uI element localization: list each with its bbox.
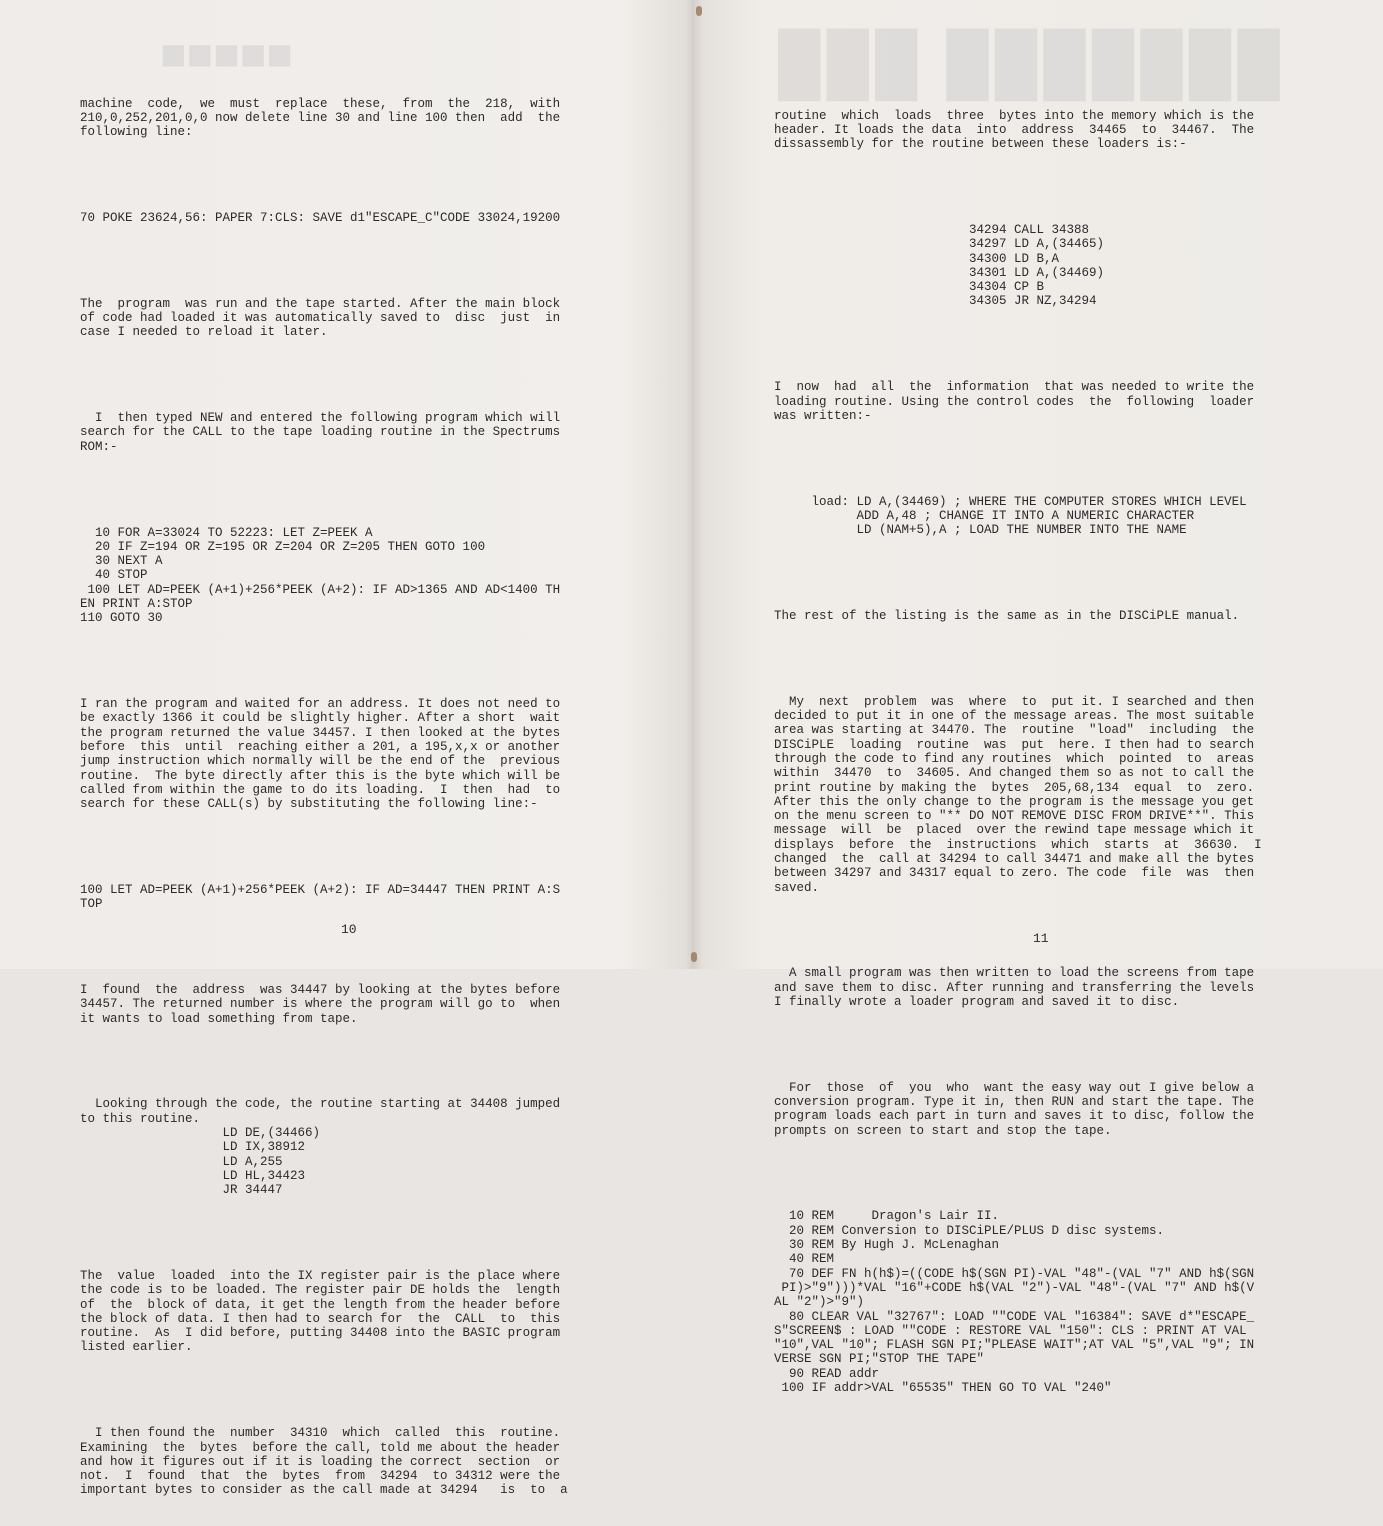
paragraph: The value loaded into the IX register pair is the place where the code is to be loaded. The register pair DE holds the length of the block of data, it get the length from the header before the block of data. I then had to search for the CALL to this routine. As I did before, putting 34408 into the BASIC program listed earlier. [80,1268,561,1355]
paragraph-with-code: Looking through the code, the routine starting at 34408 jumped to this routine. LD DE,(34466) LD IX,38912 LD A,255 LD HL,34423 JR 34447 [80,1097,561,1198]
bleed-through-heading-left: ■■■■■ [160,30,293,79]
paragraph: machine code, we must replace these, from the 218, with 210,0,252,201,0,0 now delete line 30 and line 100 then add the following line: [80,96,561,140]
right-page [692,0,1383,1396]
paragraph: My next problem was where to put it. I searched and then decided to put it in one of the message areas. The most suitable area was starting at 34470. The routine "load" including the DISCiPLE loading routine was put here. I then had to search through the code to find any routines which pointed to areas within 34470 to 34605. And changed them so as not to call the print routine by making the bytes 205,68,134 equal to zero. After this the only change to the program is the message you get on the menu screen to "** DO NOT REMOVE DISC FROM DRIVE**". This message will be placed over the rewind tape message which it displays before the instructions which starts at 36630. I changed the call at 34294 to call 34471 and make all the bytes between 34297 and 34317 equal to zero. The code file was then saved. [774,694,1262,895]
code-line: 70 POKE 23624,56: PAPER 7:CLS: SAVE d1"ESCAPE_C"CODE 33024,19200 [80,210,561,225]
paragraph: A small program was then written to load the screens from tape and save them to disc. After running and transferring the levels I finally wrote a loader program and saved it to disc. [774,966,1255,1009]
left-page [0,0,691,1498]
code-listing: 34294 CALL 34388 34297 LD A,(34465) 34300 LD B,A 34301 LD A,(34469) 34304 CP B 34305 JR NZ,34294 [969,222,1105,309]
paragraph: I then typed NEW and entered the following program which will search for the CALL to the tape loading routine in the Spectrums ROM:- [80,411,561,454]
paragraph: The rest of the listing is the same as in the DISCiPLE manual. [774,608,1240,623]
paragraph: routine which loads three bytes into the memory which is the header. It loads the data into address 34465 to 34467. The dissassembly for the routine between these loaders is:- [774,108,1255,152]
code-line: 100 LET AD=PEEK (A+1)+256*PEEK (A+2): IF AD=34447 THEN PRINT A:S TOP [80,882,561,912]
code-listing: load: LD A,(34469) ; WHERE THE COMPUTER STORES WHICH LEVEL ADD A,48 ; CHANGE IT INTO A NUMERIC CHARACTER LD (NAM+5),A ; LOAD THE NUMBER INTO THE NAME [811,494,1247,538]
paragraph: For those of you who want the easy way out I give below a conversion program. Type it in, then RUN and start the tape. The program loads each part in turn and saves it to disc, follow the prompts on screen to start and stop the tape. [774,1080,1255,1138]
code-listing: 10 REM Dragon's Lair II. 20 REM Conversion to DISCiPLE/PLUS D disc systems. 30 REM By Hugh J. McLenaghan 40 REM 70 DEF FN h(h$)=((CODE h$(SGN PI)-VAL "48"-(VAL "7" AND h$(SGN PI)>"9")))*VAL "16"+CODE h$(VAL "2")-VAL "48"-(VAL "7" AND h$(V AL "2")>"9") 80 CLEAR VAL "32767": LOAD ""CODE VAL "16384": SAVE d*"ESCAPE_ S"SCREEN$ : LOAD ""CODE : RESTORE VAL "150": CLS : PRINT AT VAL "10",VAL "10"; FLASH SGN PI;"PLEASE WAIT";AT VAL "5",VAL "9"; IN VERSE SGN PI;"STOP THE TAPE" 90 READ addr 100 IF addr>VAL "65535" THEN GO TO VAL "240" [774,1209,1255,1396]
page-number: 11 [1033,931,1049,946]
paragraph: The program was run and the tape started. After the main block of code had loaded it was automatically saved to disc just in case I needed to reload it later. [80,296,561,340]
left-page-text [80,68,620,1526]
code-listing: 10 FOR A=33024 TO 52223: LET Z=PEEK A 20 IF Z=194 OR Z=195 OR Z=204 OR Z=205 THEN GOTO 100 30 NEXT A 40 STOP 100 LET AD=PEEK (A+1)+256*PEEK (A+2): IF AD>1365 AND AD<1400 TH EN PRINT A:STOP 110 GOTO 30 [80,525,561,626]
paragraph: I found the address was 34447 by looking at the bytes before 34457. The returned number is where the program will go to when it wants to load something from tape. [80,983,561,1026]
paragraph: I ran the program and waited for an address. It does not need to be exactly 1366 it could be slightly higher. After a short wait the program returned the value 34457. I then looked at the bytes before this until reaching either a 201, a 195,x,x or another jump instruction which normally will be the end of the previous routine. The byte directly after this is the byte which will be called from within the game to do its loading. I then had to search for these CALL(s) by substituting the following line:- [80,697,561,812]
page-number: 10 [341,922,357,937]
paragraph: I now had all the information that was needed to write the loading routine. Using the control codes the following loader was written:- [774,380,1255,423]
paragraph: I then found the number 34310 which called this routine. Examining the bytes before the call, told me about the header and how it figures out if it is loading the correct section or not. I found that the bytes from 34294 to 34312 were the important bytes to consider as the call made at 34294 is to a [80,1426,568,1498]
right-page-text [774,80,1314,1424]
bleed-through-heading-right: ███ ███████ [778,29,1286,96]
